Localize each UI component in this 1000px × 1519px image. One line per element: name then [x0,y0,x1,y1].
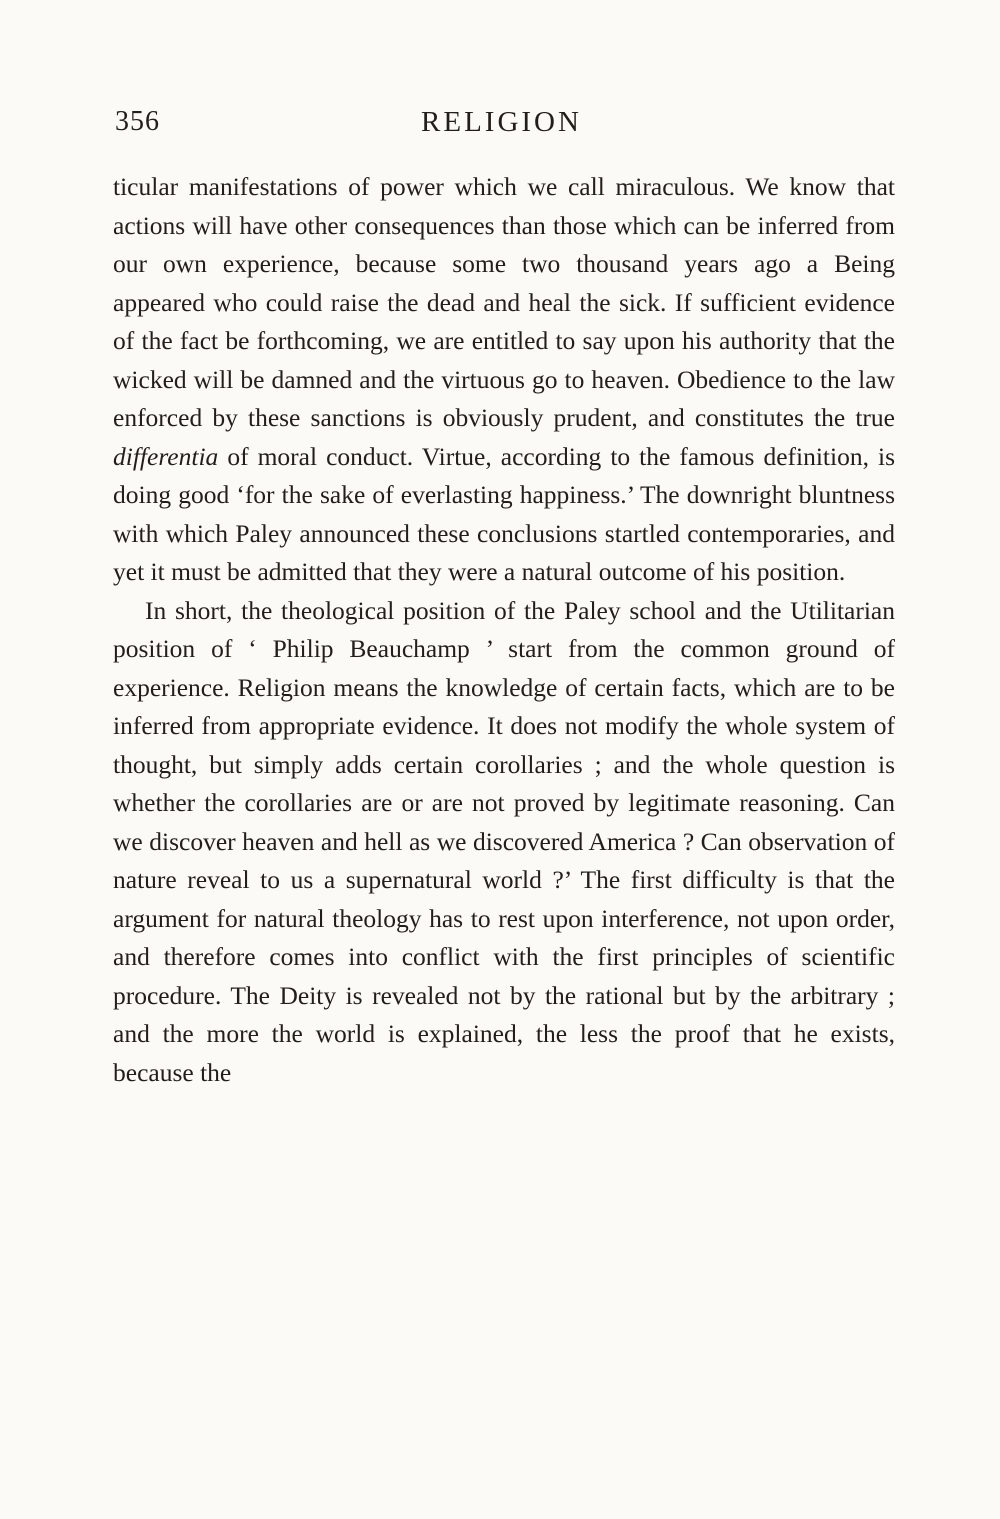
running-head: RELIGION [421,106,582,138]
page-header [113,100,890,144]
text-run: ticular manifestations of power which we call miraculous. We know that actions will have other consequences than those which can be inferred from our own experience, because some two thousand years ago a Being appeared who could raise the dead and heal the sick. If sufficient evidence of the fact be forthcoming, we are entitled to say upon his authority that the wicked will be damned and the virtuous go to heaven. Obedience to the law enforced by these sanctions is obviously prudent, and constitutes the true [113,172,895,432]
paragraph-2 [113,592,895,1093]
text-run: of moral conduct. Virtue, according to the famous definition, is doing good ‘for the sake of everlasting happiness.’ The downright bluntness with which Paley announced these conclusions startled contemporaries, and yet it must be admitted that they were a natural outcome of his position. [113,441,895,586]
paragraph-1 [113,168,895,592]
text-run: In short, the theological position of the Paley school and the Utilitarian position of ‘ Philip Beauchamp ’ start from the common ground of experience. Religion means the knowledge of certain facts, which are to be inferred from appropriate evidence. It does not modify the whole system of thought, but simply adds certain corollaries ; and the whole question is whether the corollaries are or are not proved by legitimate reasoning. Can we discover heaven and hell as we discovered America ? Can observation of nature reveal to us a supernatural world ?’ The first difficulty is that the argument for natural theology has to rest upon interference, not upon order, and therefore comes into conflict with the first principles of scientific procedure. The Deity is revealed not by the rational but by the arbitrary ; and the more the world is explained, the less the proof that he exists, because the [113,595,895,1087]
text-block [113,168,895,1092]
italic-term: differentia [113,441,219,471]
page-number: 356 [115,106,160,137]
